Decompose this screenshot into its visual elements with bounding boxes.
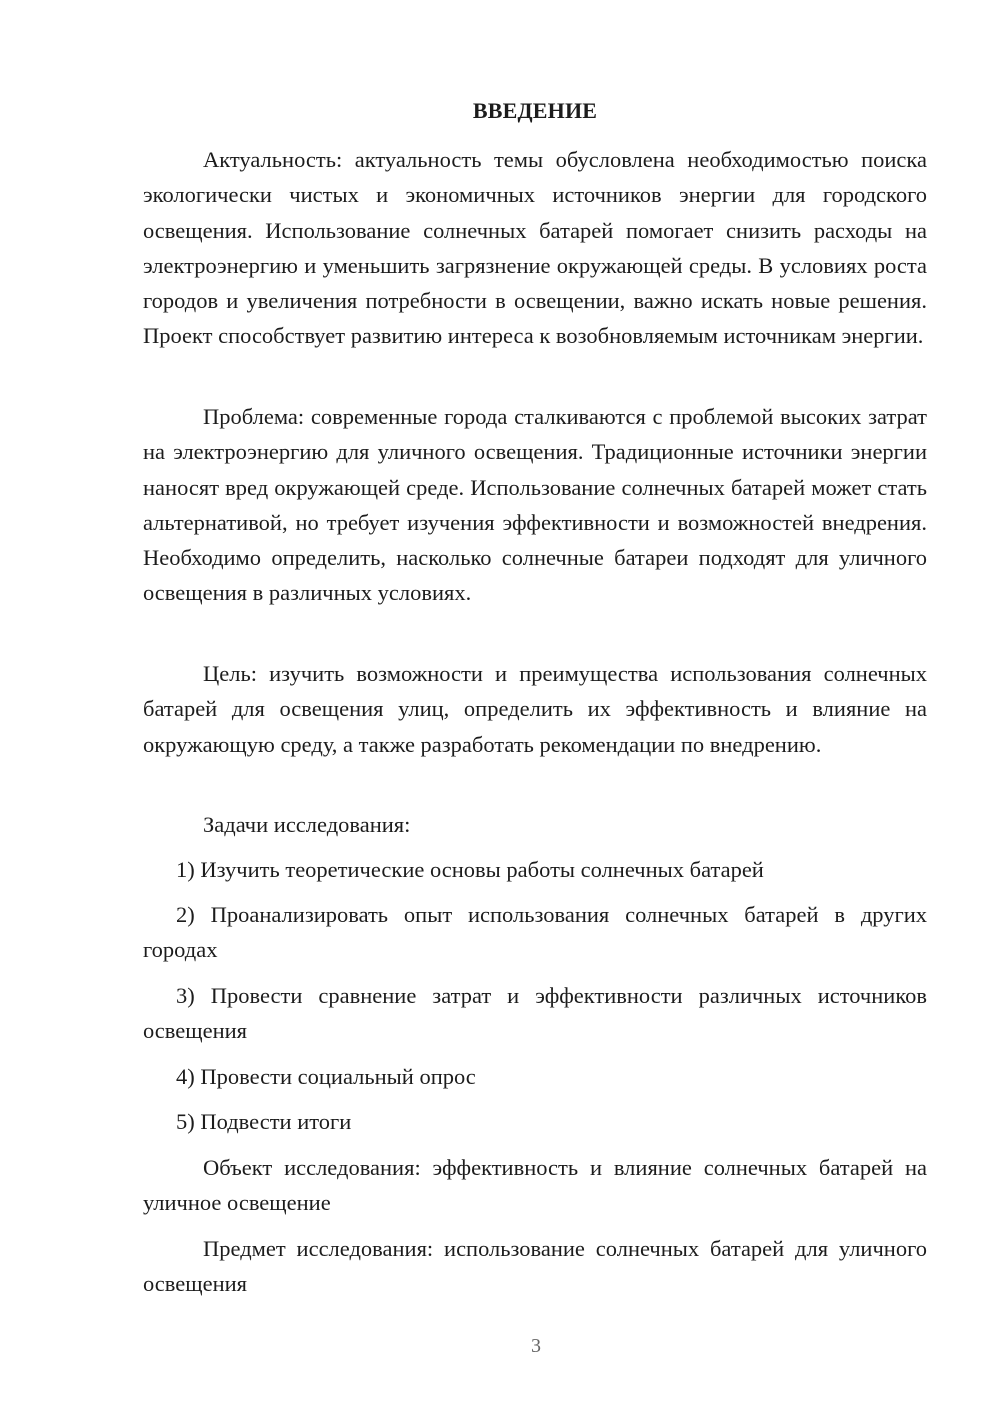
subject-paragraph: Предмет исследования: использование солнечных батарей для уличного освещения xyxy=(143,1236,927,1297)
tasks-heading: Задачи исследования: xyxy=(203,812,411,837)
task-item-5-block xyxy=(143,1104,927,1139)
task-item-2-block xyxy=(143,897,927,968)
tasks-heading-block xyxy=(143,807,927,842)
goal-paragraph: Цель: изучить возможности и преимущества использования солнечных батарей для освещения улиц, определить их эффективность и влияние на окружающую среду, а также разработать рекомендации по внедрению. xyxy=(143,661,927,757)
task-item-3-block xyxy=(143,978,927,1049)
task-item-1-block xyxy=(143,852,927,887)
problem-block xyxy=(143,399,927,611)
relevance-block xyxy=(143,142,927,354)
goal-block xyxy=(143,656,927,762)
task-item: 5) Подвести итоги xyxy=(176,1109,352,1134)
subject-block xyxy=(143,1231,927,1302)
task-item: 2) Проанализировать опыт использования солнечных батарей в других городах xyxy=(143,902,927,963)
task-item: 4) Провести социальный опрос xyxy=(176,1064,476,1089)
object-paragraph: Объект исследования: эффективность и влияние солнечных батарей на уличное освещение xyxy=(143,1155,927,1216)
page-number: 3 xyxy=(531,1335,541,1357)
object-block xyxy=(143,1150,927,1221)
problem-paragraph: Проблема: современные города сталкиваются с проблемой высоких затрат на электроэнергию для уличного освещения. Традиционные источники энергии наносят вред окружающей среде. Использование солнечных батарей может стать альтернативой, но требует изучения эффективности и возможностей внедрения. Необходимо определить, насколько солнечные батареи подходят для уличного освещения в различных условиях. xyxy=(143,404,927,606)
task-item: 3) Провести сравнение затрат и эффективности различных источников освещения xyxy=(143,983,927,1044)
task-item: 1) Изучить теоретические основы работы солнечных батарей xyxy=(176,857,764,882)
relevance-paragraph: Актуальность: актуальность темы обусловлена необходимостью поиска экологически чистых и экономичных источников энергии для городского освещения. Использование солнечных батарей помогает снизить расходы на электроэнергию и уменьшить загрязнение окружающей среды. В условиях роста городов и увеличения потребности в освещении, важно искать новые решения. Проект способствует развитию интереса к возобновляемым источникам энергии. xyxy=(143,147,927,349)
task-item-4-block xyxy=(143,1059,927,1094)
page-title: ВВЕДЕНИЕ xyxy=(472,98,598,123)
